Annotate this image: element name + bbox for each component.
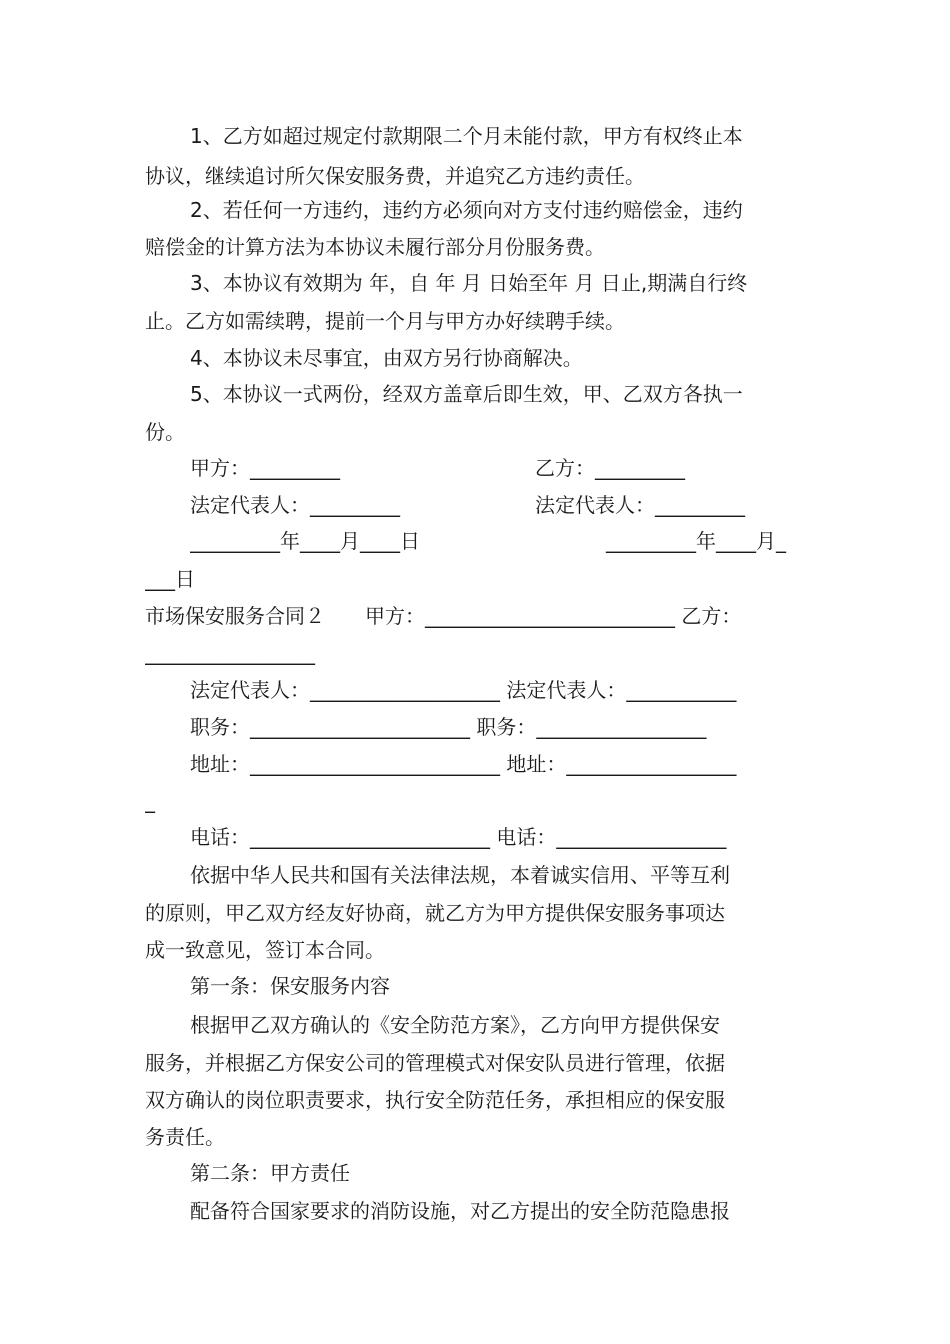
clause-3-line-2: 止。乙方如需续聘，提前一个月与甲方办好续聘手续。	[145, 309, 625, 333]
contract-2-title-line: 市场保安服务合同２ 甲方：_________________________ 乙方：	[145, 604, 742, 628]
contract-2-party-b-blank: _________________	[145, 641, 315, 665]
clause-5-line-2: 份。	[145, 420, 185, 444]
article-1-line-1: 根据甲乙双方确认的《安全防范方案》，乙方向甲方提供保安	[190, 1013, 720, 1037]
signature-date-b: _________年____月_	[606, 529, 786, 553]
clause-3-line-1: 3、本协议有效期为 年，自 年 月 日始至年 月 日止,期满自行终	[190, 271, 748, 295]
intro-line-2: 的原则，甲乙双方经友好协商，就乙方为甲方提供保安服务事项达	[145, 901, 725, 925]
address-line: 地址：_________________________ 地址：_________________	[190, 752, 737, 776]
phone-line: 电话：________________________ 电话：_________________	[190, 825, 727, 849]
intro-line-1: 依据中华人民共和国有关法律法规，本着诚实信用、平等互利	[190, 863, 730, 887]
clause-5-line-1: 5、本协议一式两份，经双方盖章后即生效，甲、乙双方各执一	[190, 382, 743, 406]
clause-2-line-2: 赔偿金的计算方法为本协议未履行部分月份服务费。	[145, 235, 605, 259]
intro-line-3: 成一致意见，签订本合同。	[145, 938, 385, 962]
article-1-line-4: 务责任。	[145, 1125, 225, 1149]
signature-party-b: 乙方：_________	[535, 456, 685, 480]
clause-1-line-1: 1、乙方如超过规定付款期限二个月未能付款，甲方有权终止本	[190, 124, 743, 148]
signature-date-a: _________年____月____日	[190, 529, 420, 553]
position-line: 职务：______________________ 职务：_________________	[190, 715, 707, 739]
article-1-line-2: 服务，并根据乙方保安公司的管理模式对保安队员进行管理，依据	[145, 1051, 725, 1075]
clause-2-line-1: 2、若任何一方违约，违约方必须向对方支付违约赔偿金，违约	[190, 198, 743, 222]
article-2-line-1: 配备符合国家要求的消防设施，对乙方提出的安全防范隐患报	[190, 1199, 730, 1223]
article-2-title: 第二条：甲方责任	[190, 1161, 350, 1185]
representative-line: 法定代表人：___________________ 法定代表人：___________	[190, 678, 737, 702]
article-1-line-3: 双方确认的岗位职责要求，执行安全防范任务，承担相应的保安服	[145, 1088, 725, 1112]
article-1-title: 第一条：保安服务内容	[190, 974, 390, 998]
signature-date-b-wrap: ___日	[145, 567, 195, 591]
clause-4: 4、本协议未尽事宜，由双方另行协商解决。	[190, 346, 583, 370]
clause-1-line-2: 协议，继续追讨所欠保安服务费，并追究乙方违约责任。	[145, 164, 645, 188]
address-line-wrap: _	[145, 789, 155, 813]
signature-representative-a: 法定代表人：_________	[190, 493, 400, 517]
signature-party-a: 甲方：_________	[190, 456, 340, 480]
signature-representative-b: 法定代表人：_________	[535, 493, 745, 517]
